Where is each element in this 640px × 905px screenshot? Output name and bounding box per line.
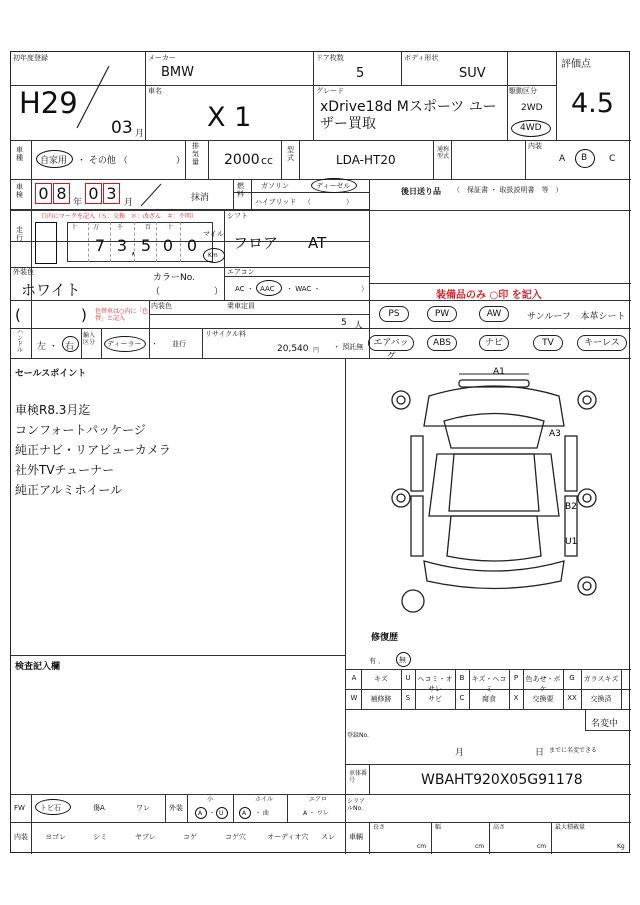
legend-cell: C xyxy=(459,694,465,702)
deposit-label: ・ 預託無 xyxy=(333,343,364,351)
private-use: 自家用 xyxy=(40,156,68,166)
aircon-label: エアコン xyxy=(227,268,255,276)
kg-label: Kg xyxy=(617,843,625,850)
reg-no-label: 登録No. xyxy=(347,732,369,739)
reg-month: 03 xyxy=(111,118,133,138)
interior-grade: B xyxy=(581,153,588,163)
equipment-item: エアバッグ xyxy=(368,335,414,351)
name-change: 名変中 xyxy=(591,719,619,729)
legend-cell: B xyxy=(459,674,465,682)
equipment-item: キーレス xyxy=(577,335,627,351)
import-label: 輸入区分 xyxy=(83,332,96,346)
ac-right: ・ WAC ・ xyxy=(286,285,321,293)
stain-label: シミ xyxy=(93,833,107,841)
mileage-digit: 5 xyxy=(140,236,152,255)
broken-a: 傷A xyxy=(93,804,105,812)
equipment-item: PW xyxy=(427,306,457,322)
grade-c: C xyxy=(609,154,616,164)
import-dealer: ディーラー xyxy=(107,340,142,348)
equipment-item: TV xyxy=(533,335,563,351)
persons-label: 人 xyxy=(354,321,364,331)
sales-point-item: 純正アルミホイール xyxy=(15,483,123,497)
width-label: 幅 xyxy=(435,824,442,831)
mark-a1: A1 xyxy=(493,367,505,377)
legend-cell: XX xyxy=(567,694,577,702)
reg-day-label: 日 xyxy=(535,748,545,758)
slash-divider xyxy=(73,64,113,130)
legend-cell: S xyxy=(405,694,411,702)
handle-right: 右 xyxy=(65,342,75,352)
fuel-label: 燃料 xyxy=(237,182,244,198)
capacity-value: 5 xyxy=(341,318,347,328)
fuel-gasoline: ガソリン xyxy=(261,182,289,190)
ext-color-label: 外装色 xyxy=(13,268,34,276)
displacement-label: 排気量 xyxy=(192,142,199,166)
model-name-label: 車名 xyxy=(148,87,162,95)
year-unit: 年 xyxy=(73,198,83,208)
unit-hundred: 百 xyxy=(145,224,152,231)
grade-value: xDrive18d Mスポーツ ユーザー買取 xyxy=(320,99,497,132)
equipment-item: PS xyxy=(379,306,409,322)
dirt-label: ヨゴレ xyxy=(45,833,66,841)
insp-m2: 3 xyxy=(103,183,120,204)
displacement-value: 2000 xyxy=(224,152,260,168)
legend-cell: 交換要 xyxy=(532,695,554,703)
legend-cell: 腐食 xyxy=(482,695,496,703)
int-paren-close: ) xyxy=(81,306,87,324)
insp-month-unit: 月 xyxy=(124,198,134,208)
wheel-a: A xyxy=(242,810,247,817)
mileage-note: 口内にマークを記入（Ｓ：交換 ＊：改ざん ＃：不明） xyxy=(41,213,198,220)
mark-u1: U1 xyxy=(565,537,578,547)
import-parallel: ・ 並行 xyxy=(151,340,186,348)
equipment-item: AW xyxy=(479,306,509,322)
recycle-label: リサイクル料 xyxy=(205,330,247,338)
left-rear-panel xyxy=(411,496,423,556)
spare-tire xyxy=(402,590,424,612)
color-change-note: 色替車は○内に「色替」と記入 xyxy=(95,308,149,322)
right-side-panel xyxy=(565,436,577,491)
rear-bumper-outline xyxy=(424,561,564,589)
fw-label: FW xyxy=(14,804,25,812)
until-name-label: までに名変できる xyxy=(549,747,598,754)
ext-small: 小 xyxy=(207,796,214,803)
equipment-title: 装備品のみ ○印 を記入 xyxy=(436,290,542,301)
sales-points-label: セールスポイント xyxy=(15,369,87,379)
legend-cell: サビ xyxy=(428,695,442,703)
cabin-outline xyxy=(429,454,559,516)
height-label: 高さ xyxy=(493,824,506,831)
mark-b2: B2 xyxy=(565,502,577,512)
color-no-label: カラーNo. xyxy=(153,273,195,283)
doors-value: 5 xyxy=(356,66,365,81)
length-cm: cm xyxy=(417,843,427,850)
reg-month-label: 月 xyxy=(455,748,465,758)
later-items: （ 保証書 ・ 取扱説明書 等 ） xyxy=(453,186,563,194)
sales-point-item: 社外TVチューナー xyxy=(15,463,115,477)
int-paren-open: ( xyxy=(15,306,21,324)
first-reg-label: 初年度登録 xyxy=(13,54,48,62)
inspection-notes-label: 検査記入欄 xyxy=(15,662,61,672)
vin-value: WBAHT920X05G91178 xyxy=(421,772,583,788)
other-use: ・ その他 （ xyxy=(77,156,128,166)
maker-label: メーカー xyxy=(148,54,176,62)
dims-label: 車輌 xyxy=(349,833,363,841)
aircon-aac: AAC xyxy=(260,285,275,293)
maker-value: BMW xyxy=(161,65,194,80)
wheel-kyoku: ・ 曲 xyxy=(255,810,269,817)
score-value: 4.5 xyxy=(571,88,614,119)
equipment-item: 本革シート xyxy=(580,312,626,322)
repair-label: 修復歴 xyxy=(371,633,399,643)
mileage-digit: 7 xyxy=(94,236,106,255)
drive-2wd: 2WD xyxy=(521,103,543,113)
drive-4wd: 4WD xyxy=(520,123,542,133)
month-unit-label: 月 xyxy=(135,129,145,139)
auction-sheet: 初年度登録 H29 03 月 メーカー BMW 車名 X 1 ドア枚数 5 ボディ形状 SUV グレード xDrive18d Mスポーツ ユーザー買取 駆動区分 2WD 4WD 評価点 4.5 車種 自家用 ・ その他 （ ） 排気量 2000 cc 型式 LDA-HT20 通称型式 内装 A B C 車検 0 8 年 0 3 月 抹消 燃料 ガソリン ディーゼル ハイブリッド （ ） 後日送り品 （ 保証書 ・ 取扱説明書 等 ） 走行 口内にマークを記入（Ｓ：交換 ＊：改ざん ＃：不明） 十 万 千 百 十 7 3 5 0 0 , マイル Km シフト フロア AT 外装色 ホワイト カラーNo. （ ） エアコン AC ・ AAC ・ WAC ・ ） 装備品のみ ○印 を記入 ( ) 色替車は○内に「色替」と記入 内装色 乗車定員 5 人 ハンドル 左 ・ 右 輸入区分 ディーラー ・ 並行 リサイクル料 20,540 円 ・ 預託無 PS PW AW サンルーフ 本革シート エアバッグ ABS ナビ TV キーレス セールスポイント 車検R8.3月迄 コンフォートパッケージ 純正ナビ・リアビューカメラ 社外TVチューナー 純正アルミホイール 検査記入欄 A1 A3 B2 U1 修復歴 有 ． 無 A キズ U ヘコミ・オサレ B キズ・ヘコミ P 色あせ・ボケ G ガラスキズ W 補修跡 S サビ C 腐食 X 交換要 XX 交換済 登録No. 名変中 月 日 までに名変できる 車体番号 WBAHT920X05G91178 FW トビ石 傷A ワレ 外装 小 A ・ U ホイル A ・ 曲 エアロ A ・ ワレ シリアルNo. 内装 ヨゴレ シミ ヤブレ コゲ コゲ穴 オーディオ穴 スレ 車輌 長さ cm 幅 cm 高さ cm 最大積載量 Kg xyxy=(10,51,630,853)
ext-color-value: ホワイト xyxy=(21,281,81,299)
later-label: 後日送り品 xyxy=(401,187,441,196)
mile-label: マイル xyxy=(203,230,224,238)
handle-label: ハンドル xyxy=(17,329,24,354)
left-side-panel xyxy=(411,436,423,491)
equipment-item: ナビ xyxy=(479,335,509,351)
unit-thousand: 千 xyxy=(117,224,124,231)
mileage-digit: 0 xyxy=(186,236,198,255)
displacement-unit: cc xyxy=(261,154,274,167)
height-cm: cm xyxy=(537,843,547,850)
interior-label: 内装 xyxy=(528,142,542,150)
legend-cell: A xyxy=(351,674,357,682)
wheel-label: ホイル xyxy=(255,796,274,803)
chassis-label: 車体番号 xyxy=(349,770,368,784)
inspection-label: 車検 xyxy=(16,183,23,199)
legend-cell: ヘコミ・オサレ xyxy=(417,675,453,693)
crack-label: ワレ xyxy=(136,804,150,812)
reg-year: H29 xyxy=(19,86,78,120)
max-weight-label: 最大積載量 xyxy=(555,824,586,831)
aero-label: エアロ xyxy=(309,796,328,803)
unit-ten: 十 xyxy=(167,224,174,231)
legend-cell: 補修跡 xyxy=(370,695,392,703)
windshield-outline xyxy=(444,414,544,449)
legend-cell: キズ xyxy=(374,675,388,683)
ext-u: U xyxy=(219,810,224,817)
ext-dot: ・ xyxy=(209,810,216,817)
insp-m1: 0 xyxy=(85,183,102,204)
legend-cell: W xyxy=(350,694,358,702)
fuel-hybrid: ハイブリッド xyxy=(255,198,297,206)
equipment-item: サンルーフ xyxy=(527,312,571,322)
int-color-label: 内装色 xyxy=(151,302,172,310)
legend-cell: ガラスキズ xyxy=(583,675,619,683)
insp-y2: 8 xyxy=(53,183,70,204)
sales-point-item: 車検R8.3月迄 xyxy=(15,403,91,417)
legend-cell: G xyxy=(569,674,575,682)
fuel-diesel: ディーゼル xyxy=(316,182,351,190)
class-label: 通称型式 xyxy=(437,146,450,160)
mark-a3: A3 xyxy=(549,429,561,439)
legend-cell: P xyxy=(513,674,519,682)
ac-close: ） xyxy=(361,285,368,293)
width-cm: cm xyxy=(475,843,485,850)
sales-point-item: コンフォートパッケージ xyxy=(15,423,146,437)
km-label: Km xyxy=(208,252,218,259)
model-code-label: 型式 xyxy=(287,146,294,162)
shift-value: フロア AT xyxy=(233,234,327,252)
car-damage-diagram xyxy=(389,366,599,614)
body-type-label: ボディ形状 xyxy=(404,54,439,62)
mileage-digit: 3 xyxy=(116,236,128,255)
grade-a: A xyxy=(559,154,566,164)
audio-hole-label: オーディオ穴 xyxy=(267,833,309,841)
ac-left: AC ・ xyxy=(235,285,254,293)
other-close: ） xyxy=(176,156,186,166)
unit-10k: 十 xyxy=(71,224,78,231)
legend-cell: 交換済 xyxy=(590,695,612,703)
cancel-label: 抹消 xyxy=(191,193,210,203)
grade-label: グレード xyxy=(316,87,344,95)
length-label: 長さ xyxy=(373,824,386,831)
exterior-label: 外装 xyxy=(169,804,183,812)
unit-man: 万 xyxy=(93,224,100,231)
model-name-value: X 1 xyxy=(207,102,252,133)
repair-none: 無 xyxy=(399,656,406,664)
hood-outline xyxy=(424,386,564,426)
rear-glass-outline xyxy=(447,516,541,561)
legend-cell: 色あせ・ボケ xyxy=(525,675,561,693)
shift-label: シフト xyxy=(227,212,248,220)
recycle-fee: 20,540 xyxy=(277,344,309,354)
legend-cell: U xyxy=(405,674,411,682)
body-type-value: SUV xyxy=(459,66,486,81)
hybrid-paren: （ ） xyxy=(304,198,353,206)
equipment-item: ABS xyxy=(427,335,457,351)
interior-row-label: 内装 xyxy=(14,833,28,841)
ext-a: A xyxy=(198,810,203,817)
mileage-label: 走行 xyxy=(16,226,23,242)
legend-cell: キズ・ヘコミ xyxy=(471,675,507,693)
color-no-paren: （ ） xyxy=(151,287,224,297)
capacity-label: 乗車定員 xyxy=(227,302,255,310)
tear-label: ヤブレ xyxy=(135,833,156,841)
handle-left: 左 ・ xyxy=(37,342,58,352)
fw-value: トビ石 xyxy=(40,804,61,812)
yen-label: 円 xyxy=(313,347,320,354)
repair-yes: 有 ． xyxy=(369,657,386,665)
usage-label: 車種 xyxy=(16,146,23,162)
insp-slash xyxy=(135,182,165,208)
doors-label: ドア枚数 xyxy=(316,54,344,62)
score-label: 評価点 xyxy=(561,59,591,70)
sales-points-list xyxy=(15,400,171,500)
legend-cell: X xyxy=(513,694,519,702)
mileage-digit: 0 xyxy=(162,236,174,255)
insp-y1: 0 xyxy=(35,183,52,204)
burn-hole-label: コゲ穴 xyxy=(225,833,246,841)
sales-point-item: 純正ナビ・リアビューカメラ xyxy=(15,443,171,457)
burn-label: コゲ xyxy=(183,833,197,841)
aero-values: A ・ ワレ xyxy=(303,810,329,817)
roof-outline xyxy=(449,454,539,511)
scratch-label: スレ xyxy=(321,833,335,841)
serial-label: シリアルNo. xyxy=(347,798,366,812)
model-code-value: LDA-HT20 xyxy=(336,153,396,167)
drive-label: 駆動区分 xyxy=(509,87,537,95)
